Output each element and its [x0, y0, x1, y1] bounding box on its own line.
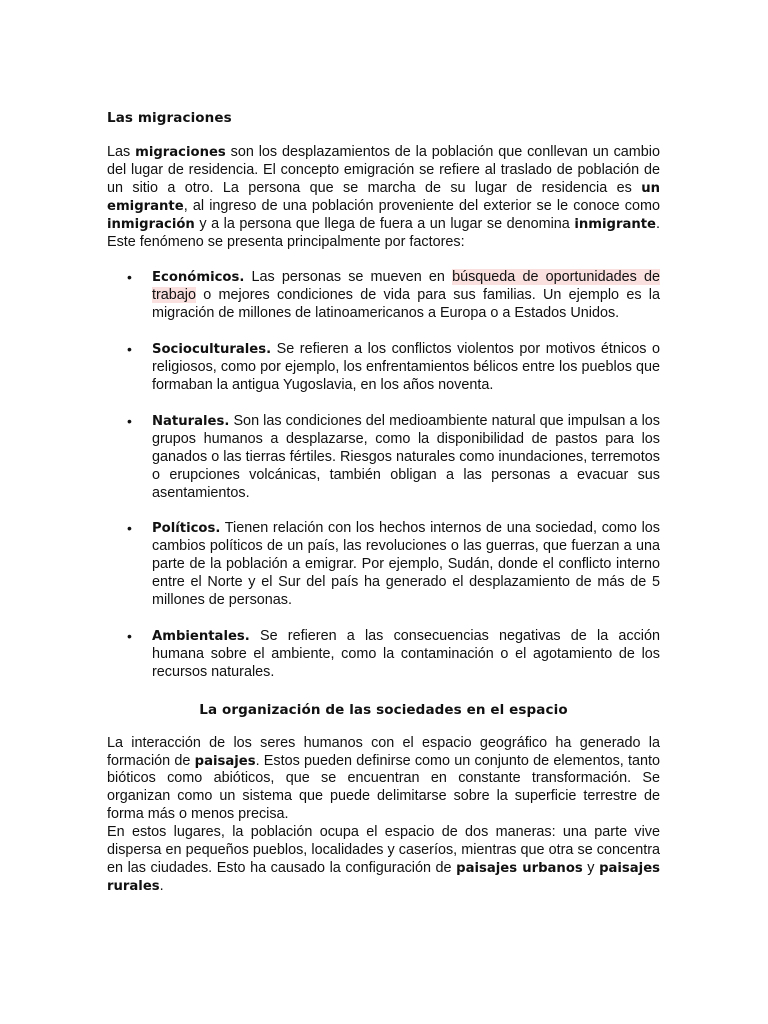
intro-text-5: . Este fenómeno se presenta principalmente por factores:: [107, 215, 660, 250]
factor-label: Socioculturales.: [152, 342, 272, 358]
section2-text-5: .: [159, 877, 164, 894]
section2-paragraph-1: [107, 735, 660, 825]
factor-text: Se refieren a las consecuencias negativas de la acción humana sobre el ambiente, como la contaminación o el agotamiento de los recursos naturales.: [152, 627, 660, 680]
list-item-naturales: [107, 413, 660, 503]
term-paisajes-urbanos: paisajes urbanos: [456, 861, 583, 876]
term-inmigracion: inmigración: [107, 216, 195, 232]
bullet-icon: •: [127, 627, 132, 644]
factor-label: Políticos.: [152, 521, 221, 537]
term-paisajes-rurales: paisajes rurales: [107, 861, 660, 894]
factor-text-pre: Las personas se mueven en: [244, 269, 453, 286]
list-item-politicos: [107, 520, 660, 610]
intro-text-2: son los desplazamientos de la población que conllevan un cambio del lugar de residencia. El concepto emigración se refiere al traslado de población de un sitio a otro. La persona que se marcha de su lugar de residencia es: [107, 144, 661, 196]
term-inmigrante: inmigrante: [574, 216, 656, 232]
section2-paragraph-2: [107, 824, 660, 896]
intro-text-3: , al ingreso de una población proveniente del exterior se le conoce como: [183, 197, 660, 214]
list-item-economicos: [107, 269, 660, 323]
factor-text: Son las condiciones del medioambiente natural que impulsan a los grupos humanos a desplazarse, como la disponibilidad de pastos para los ganados o las tierras fértiles. Riesgos naturales como inundaciones, terremotos o erupciones volcánicas, también obligan a las personas a evacuar sus asentamientos.: [152, 412, 660, 501]
section2-text-2: . Estos pueden definirse como un conjunto de elementos, tanto bióticos como abióticos, que se encuentran en constante transformación. Se organizan como un sistema que puede delimitarse sobre la superficie terrestre de forma más o menos precisa.: [107, 752, 660, 823]
term-paisajes: paisajes: [194, 753, 256, 769]
factor-text: o mejores condiciones de vida para sus familias. Un ejemplo es la migración de millones de latinoamericanos a Europa o a Estados Unidos.: [152, 287, 660, 322]
list-item-ambientales: [107, 628, 660, 682]
section-subtitle: La organización de las sociedades en el espacio: [199, 701, 568, 718]
term-emigrante: un emigrante: [107, 180, 660, 214]
factor-text: Tienen relación con los hechos internos de una sociedad, como los cambios políticos de un país, las revoluciones o las guerras, que fuerzan a una parte de la población a emigrar. Por ejemplo, Sudán, donde el conflicto interno entre el Norte y el Sur del país ha generado el desplazamiento de más de 5 millones de personas.: [152, 520, 660, 609]
intro-text-4: y a la persona que llega de fuera a un lugar se denomina: [194, 215, 575, 232]
highlighted-text[interactable]: búsqueda de oportunidades de trabajo: [152, 269, 660, 304]
factor-label: Económicos.: [152, 270, 245, 286]
intro-paragraph: [107, 144, 660, 251]
document-page: [107, 108, 660, 896]
bullet-icon: •: [127, 412, 132, 429]
term-migraciones: migraciones: [135, 145, 226, 160]
bullet-icon: •: [127, 269, 132, 286]
factor-text: Se refieren a los conflictos violentos por motivos étnicos o religiosos, como por ejemplo, los enfrentamientos bélicos entre los pueblos que formaban la antigua Yugoslavia, en los años noventa.: [152, 341, 660, 393]
section2-text-1: La interacción de los seres humanos con el espacio geográfico ha generado la formación de: [107, 734, 660, 769]
factor-label: Ambientales.: [152, 628, 250, 644]
factors-list: [107, 269, 660, 681]
section2-text-3: En estos lugares, la población ocupa el espacio de dos maneras: una parte vive dispersa en pequeños pueblos, localidades y caseríos, mientras que otra se concentra en las ciudades. Esto ha causado la configuración de: [107, 824, 660, 876]
section2-text-4: y: [582, 860, 600, 876]
list-item-socioculturales: [107, 341, 660, 395]
bullet-icon: •: [127, 341, 132, 358]
bullet-icon: •: [127, 520, 132, 537]
factor-label: Naturales.: [152, 413, 230, 429]
intro-text-1: Las: [107, 144, 136, 160]
document-title: Las migraciones: [107, 110, 232, 126]
